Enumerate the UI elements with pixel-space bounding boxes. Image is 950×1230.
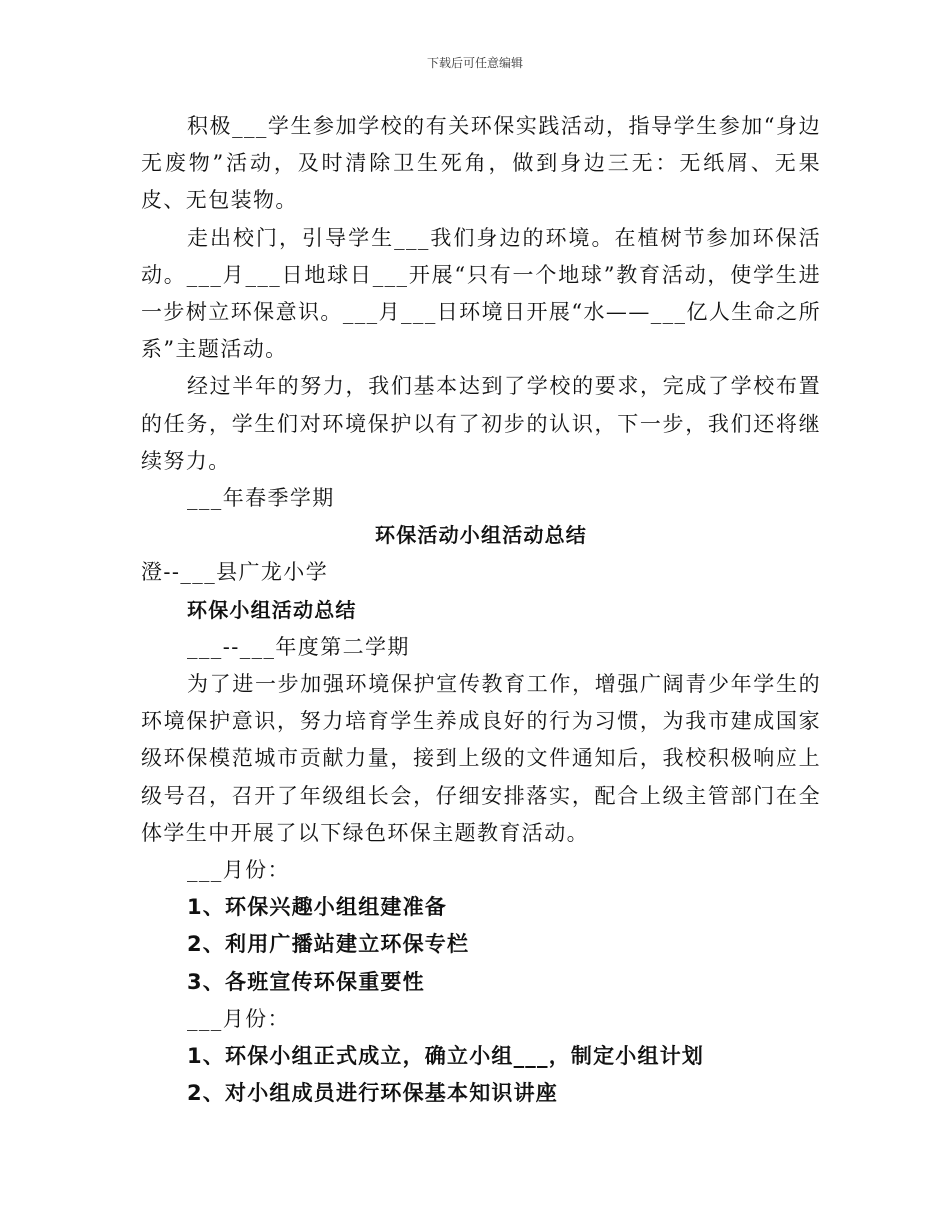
document-title: 环保活动小组活动总结 bbox=[375, 523, 587, 548]
month-label-1: ___月份： bbox=[187, 858, 290, 883]
page-header-note: 下载后可任意编辑 bbox=[426, 56, 523, 70]
paragraph-conclusion: 经过半年的努力，我们基本达到了学校的要求，完成了学校布置的任务，学生们对环境保护以有了初步的认识，下一步，我们还将继续努力。 bbox=[141, 374, 821, 473]
paragraph-practice-activities: 积极___学生参加学校的有关环保实践活动，指导学生参加“身边无废物”活动，及时清除卫生死角，做到身边三无：无纸屑、无果皮、无包装物。 bbox=[141, 114, 821, 213]
section-subtitle: 环保小组活动总结 bbox=[187, 597, 357, 622]
list-item: 3、各班宣传环保重要性 bbox=[187, 969, 425, 994]
list-item: 2、利用广播站建立环保专栏 bbox=[187, 932, 470, 957]
term-line: ___--___年度第二学期 bbox=[187, 634, 410, 659]
paragraph-term-signoff: ___年春季学期 bbox=[187, 486, 335, 511]
school-name: 澄--___县广龙小学 bbox=[141, 560, 329, 585]
paragraph-outside-school: 走出校门，引导学生___我们身边的环境。在植树节参加环保活动。___月___日地球日___开展“只有一个地球”教育活动，使学生进一步树立环保意识。___月___日环境日开展“水——___亿人生命之所系”主题活动。 bbox=[141, 225, 821, 362]
month-label-2: ___月份： bbox=[187, 1006, 290, 1031]
intro-paragraph: 为了进一步加强环境保护宣传教育工作，增强广阔青少年学生的环境保护意识，努力培育学生养成良好的行为习惯，为我市建成国家级环保模范城市贡献力量，接到上级的文件通知后，我校积极响应上级号召，召开了年级组长会，仔细安排落实，配合上级主管部门在全体学生中开展了以下绿色环保主题教育活动。 bbox=[141, 672, 821, 845]
document-body bbox=[141, 108, 821, 1112]
list-item: 1、环保小组正式成立，确立小组___，制定小组计划 bbox=[187, 1044, 705, 1069]
list-item: 1、环保兴趣小组组建准备 bbox=[187, 895, 448, 920]
list-item: 2、对小组成员进行环保基本知识讲座 bbox=[187, 1081, 559, 1106]
